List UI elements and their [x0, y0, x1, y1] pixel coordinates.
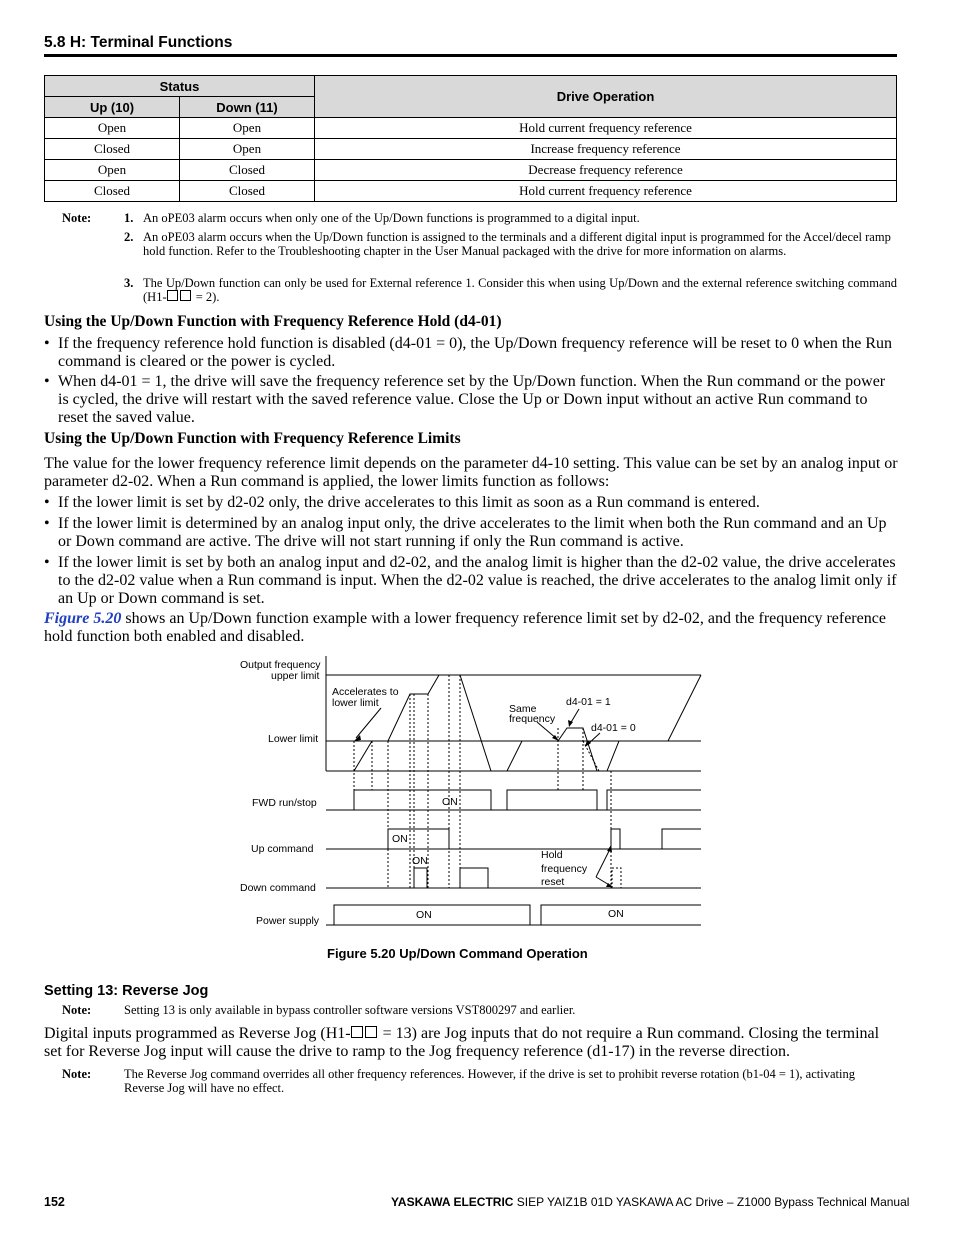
reverse-jog-text-a: Digital inputs programmed as Reverse Jog (H1- [44, 1025, 351, 1042]
bullet-text: If the lower limit is determined by an analog input only, the drive accelerates to the limit when both the Run command and an Up or Down command are active. The drive will not start running if only the Run command is active. [58, 515, 887, 550]
note-label: Note: [62, 1067, 92, 1081]
section-title: 5.8 H: Terminal Functions [44, 34, 233, 51]
table-cell: Closed [180, 160, 315, 181]
table-row [45, 139, 897, 160]
status-header: Status [45, 76, 315, 97]
section-heading: Setting 13: Reverse Jog [44, 983, 209, 999]
note-number: 1. [124, 211, 134, 225]
figure-ref-text: shows an Up/Down function example with a lower frequency reference limit set by d2-02, and the frequency reference hold function both enabled and disabled. [44, 610, 886, 645]
section-heading: Using the Up/Down Function with Frequency Reference Limits [44, 430, 461, 447]
note-2-text: An oPE03 alarm occurs when the Up/Down function is assigned to the terminals and a different digital input is programmed for the Accel/decel ramp hold function. Refer to the Troubleshooting chapter in the User Manual packaged with the drive for more information on alarms. [143, 230, 891, 258]
hold-frequency-reset-label: Hold [541, 849, 563, 861]
note-1-text: An oPE03 alarm occurs when only one of the Up/Down functions is programmed to a digital input. [143, 211, 640, 225]
down-pulse [414, 868, 427, 888]
header-rule [44, 54, 897, 57]
upper-limit-label: upper limit [271, 670, 320, 682]
table-cell: Closed [45, 181, 180, 202]
note-label: Note: [62, 1003, 92, 1017]
table-cell: Closed [180, 181, 315, 202]
note-text: The Reverse Jog command overrides all other frequency references. However, if the drive is set to prohibit reverse rotation (b1-04 = 1), activating Reverse Jog will have no effect. [124, 1067, 855, 1095]
table-cell: Hold current frequency reference [315, 118, 897, 139]
table-row [45, 181, 897, 202]
down-pulse [460, 868, 488, 888]
accelerates-label: Accelerates to [332, 686, 399, 698]
hold-frequency-reset-label: reset [541, 876, 565, 888]
note-number: 2. [124, 230, 134, 244]
up-pulse [662, 829, 701, 849]
same-frequency-label: frequency [509, 713, 556, 725]
bullet-marker: • [44, 515, 50, 532]
footer-doc: SIEP YAIZ1B 01D YASKAWA AC Drive – Z1000 Bypass Technical Manual [513, 1195, 910, 1209]
placeholder-box-icon [351, 1026, 363, 1038]
figure-caption: Figure 5.20 Up/Down Command Operation [327, 946, 588, 961]
paragraph: The value for the lower frequency reference limit depends on the parameter d4-10 setting. This value can be set by an analog input or parameter d2-02. When a Run command is applied, the lower limits function as follows: [44, 455, 898, 490]
note-3-text-a: The Up/Down function can only be used for External reference 1. Consider this when using Up/Down and the external reference switching command (H1- [143, 276, 897, 304]
bullet-marker: • [44, 373, 50, 390]
bullet-marker: • [44, 335, 50, 352]
down-command-label: Down command [240, 882, 316, 894]
footer-doc-title [391, 1195, 909, 1209]
table-cell: Decrease frequency reference [315, 160, 897, 181]
note-label: Note: [62, 211, 92, 225]
paragraph [44, 1025, 898, 1061]
figure-link[interactable]: Figure 5.20 [44, 610, 122, 627]
bullet-text: If the frequency reference hold function is disabled (d4-01 = 0), the Up/Down frequency reference will be reset to 0 when the Run command is cleared or the power is cycled. [58, 335, 893, 370]
down-pulse-dashed [612, 868, 621, 888]
same-frequency-label: Same [509, 703, 537, 715]
on-label: ON [608, 908, 624, 920]
bullet-marker: • [44, 554, 50, 571]
fwd-pulse [507, 790, 597, 810]
fwd-run-stop-label: FWD run/stop [252, 797, 317, 809]
fwd-pulse [607, 790, 701, 810]
fwd-pulse [354, 790, 491, 810]
table-cell: Open [45, 160, 180, 181]
note-3-text [143, 276, 897, 304]
hold-frequency-reset-label: frequency [541, 863, 588, 875]
placeholder-box-icon [180, 290, 191, 301]
section-heading: Using the Up/Down Function with Frequency Reference Hold (d4-01) [44, 313, 502, 330]
table-cell: Increase frequency reference [315, 139, 897, 160]
up-pulse [611, 829, 620, 849]
lower-limit-label: Lower limit [268, 733, 319, 745]
up-column-header: Up (10) [45, 97, 180, 118]
bullet-text: When d4-01 = 1, the drive will save the frequency reference set by the Up/Down function. When the Run command or the power is cycled, the drive will restart with the saved reference value. Close the Up or Down input without an active Run command to reset the saved value. [58, 373, 886, 426]
table-cell: Hold current frequency reference [315, 181, 897, 202]
power-supply-label: Power supply [256, 915, 320, 927]
output-frequency-label: Output frequency [240, 659, 321, 671]
table-row [45, 160, 897, 181]
footer-brand: YASKAWA ELECTRIC [391, 1195, 514, 1209]
table-cell: Open [180, 139, 315, 160]
accelerates-label: lower limit [332, 697, 379, 709]
table-cell: Open [45, 118, 180, 139]
d401-enabled-label: d4-01 = 1 [566, 696, 611, 708]
bullet-text: If the lower limit is set by d2-02 only, the drive accelerates to this limit as soon as a Run command is entered. [58, 494, 760, 511]
on-label: ON [416, 909, 432, 921]
placeholder-box-icon [167, 290, 178, 301]
drive-operation-header: Drive Operation [315, 76, 897, 118]
d401-disabled-label: d4-01 = 0 [591, 722, 636, 734]
on-label: ON [442, 796, 458, 808]
bullet-marker: • [44, 494, 50, 511]
down-column-header: Down (11) [180, 97, 315, 118]
table-cell: Open [180, 118, 315, 139]
table-cell: Closed [45, 139, 180, 160]
power-pulse [334, 905, 530, 925]
on-label: ON [392, 833, 408, 845]
up-down-timing-diagram [0, 650, 954, 935]
reverse-jog-text-b: = 13) are Jog inputs that do not require a Run command. Closing the terminal set for Reverse Jog input will cause the drive to ramp to the Jog frequency reference (d1-17) in the reverse direction. [44, 1025, 880, 1060]
placeholder-box-icon [365, 1026, 377, 1038]
page-number: 152 [44, 1195, 65, 1209]
note-3-text-b: = 2). [192, 290, 220, 304]
paragraph [44, 610, 898, 646]
note-text: Setting 13 is only available in bypass controller software versions VST800297 and earlier. [124, 1003, 576, 1017]
up-command-label: Up command [251, 843, 314, 855]
up-down-status-table [44, 75, 897, 202]
frequency-waveform-d401-0 [583, 741, 599, 771]
note-number: 3. [124, 276, 134, 290]
on-label: ON [412, 855, 428, 867]
table-row [45, 118, 897, 139]
bullet-text: If the lower limit is set by both an analog input and d2-02, and the analog limit is higher than the d2-02 value, the drive accelerates to the d2-02 value when a Run command is input. When the d2-02 value is reached, the drive accelerates to the analog limit only if an Up or Down command is set. [58, 554, 897, 607]
